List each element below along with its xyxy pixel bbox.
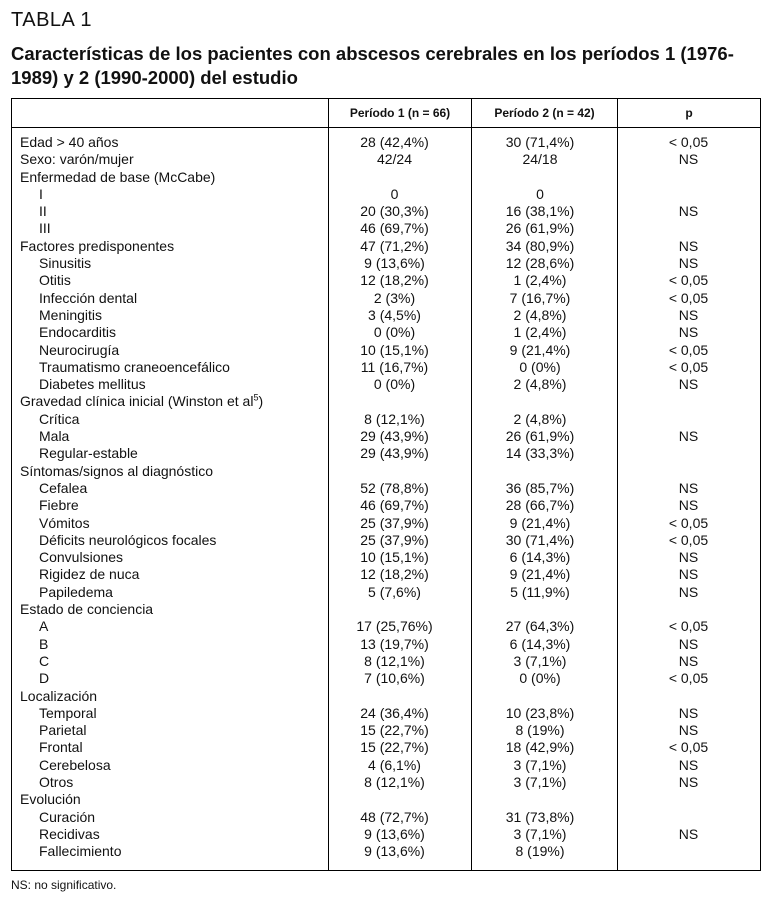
row-label: Vómitos [39,514,90,531]
table-row [12,445,760,462]
row-label: Papiledema [39,583,113,600]
row-label: II [39,203,47,220]
cell-p-value: NS [678,722,699,739]
table-row [12,584,760,601]
row-label: Regular-estable [39,445,138,462]
cell-period-1: 46 (69,7%) [360,220,429,237]
cell-p-value: NS [678,324,699,341]
table-row [12,653,760,670]
cell-p-value: < 0,05 [668,134,709,150]
row-label: Endocarditis [39,324,117,341]
cell-period-1: 11 (16,7%) [360,358,429,375]
table-row [12,739,760,756]
cell-period-1: 12 (18,2%) [360,566,429,583]
cell-period-2: 26 (61,9%) [505,428,575,445]
table-row [12,515,760,532]
table-row [12,411,760,428]
cell-p-value: NS [678,151,699,168]
row-label: Fallecimiento [39,843,122,860]
row-label: Cefalea [39,479,88,496]
cell-p-value: NS [678,652,699,669]
table-row [12,428,760,445]
cell-period-1: 0 (0%) [373,376,416,393]
row-label: Crítica [39,410,80,427]
cell-period-2: 14 (33,3%) [505,445,575,462]
cell-period-2: 7 (16,7%) [509,289,571,306]
cell-period-1: 8 (12,1%) [364,410,425,427]
cell-period-2: 0 (0%) [519,358,561,375]
cell-period-1: 24 (36,4%) [360,704,429,721]
table-row [12,688,760,705]
cell-p-value: NS [678,756,699,773]
row-label: Infección dental [39,289,138,306]
cell-period-2: 30 (71,4%) [505,134,575,150]
row-label: Sinusitis [39,255,92,272]
table-row [12,480,760,497]
cell-period-2: 34 (80,9%) [505,237,575,254]
cell-period-1: 48 (72,7%) [360,808,429,825]
table-row [12,549,760,566]
table-row [12,290,760,307]
cell-p-value: NS [678,255,699,272]
table-row [12,618,760,635]
cell-p-value: < 0,05 [668,341,709,358]
table-row [12,255,760,272]
table-row [12,636,760,653]
row-label: Recidivas [39,825,100,842]
cell-period-1: 29 (43,9%) [360,428,429,445]
row-label: I [39,185,43,202]
cell-period-2: 2 (4,8%) [513,306,567,323]
table-row [12,186,760,203]
table-row [12,169,760,186]
row-label: Mala [39,428,70,445]
table-row [12,307,760,324]
table-row [12,393,760,410]
cell-p-value: NS [678,479,699,496]
cell-p-value: < 0,05 [668,670,709,687]
table-row [12,134,760,151]
cell-period-2: 26 (61,9%) [505,220,575,237]
cell-period-1: 9 (13,6%) [364,255,425,272]
cell-period-1: 12 (18,2%) [360,272,429,289]
cell-period-2: 1 (2,4%) [513,324,567,341]
cell-period-1: 13 (19,7%) [360,635,429,652]
row-label: Déficits neurológicos focales [39,531,217,548]
cell-period-2: 8 (19%) [515,843,565,860]
row-label: Localización [20,687,98,704]
cell-p-value: NS [678,566,699,583]
cell-period-2: 3 (7,1%) [513,825,567,842]
table-row [12,601,760,618]
row-label: D [39,670,50,687]
cell-p-value: NS [678,376,699,393]
cell-period-2: 5 (11,9%) [510,583,570,600]
table-row [12,376,760,393]
cell-period-1: 8 (12,1%) [364,773,425,790]
cell-period-2: 6 (14,3%) [509,549,571,566]
cell-period-1: 25 (37,9%) [360,514,429,531]
row-label: Rigidez de nuca [39,566,140,583]
cell-p-value: < 0,05 [668,618,709,635]
cell-period-1: 10 (15,1%) [360,549,429,566]
cell-period-2: 0 [536,185,544,202]
cell-period-2: 12 (28,6%) [505,255,575,272]
cell-period-1: 0 (0%) [373,324,416,341]
table-row [12,670,760,687]
cell-p-value: < 0,05 [668,739,709,756]
row-label: Convulsiones [39,549,124,566]
cell-p-value: NS [678,203,699,220]
table-row [12,342,760,359]
row-label: Factores predisponentes [20,237,175,254]
cell-period-2: 28 (66,7%) [505,497,575,514]
row-label: Cerebelosa [39,756,111,773]
cell-period-2: 27 (64,3%) [505,618,575,635]
cell-period-1: 17 (25,76%) [356,618,433,635]
cell-p-value: NS [678,825,699,842]
row-label: Neurocirugía [39,341,120,358]
cell-period-1: 15 (22,7%) [360,722,429,739]
cell-period-2: 8 (19%) [515,722,565,739]
footnote: NS: no significativo. [11,878,117,892]
row-label: Evolución [20,791,81,808]
cell-period-1: 5 (7,6%) [368,583,421,600]
cell-p-value: NS [678,773,699,790]
table-label: TABLA 1 [11,9,92,31]
table-row [12,220,760,237]
cell-period-2: 3 (7,1%) [513,652,567,669]
table-row [12,705,760,722]
row-label: Edad > 40 años [20,134,119,150]
table-row [12,203,760,220]
cell-p-value: NS [678,635,699,652]
cell-period-1: 15 (22,7%) [360,739,429,756]
cell-period-2: 6 (14,3%) [509,635,571,652]
cell-period-1: 29 (43,9%) [360,445,429,462]
row-label: C [39,652,50,669]
row-label: Curación [39,808,96,825]
cell-period-1: 52 (78,8%) [360,479,429,496]
table-row [12,809,760,826]
cell-period-2: 36 (85,7%) [505,479,575,496]
row-label: Gravedad clínica inicial (Winston et $al^5$) [20,392,264,410]
table-header [12,99,760,128]
table-row [12,532,760,549]
table-title: Características de los pacientes con abscesos cerebrales en los períodos 1 (1976-1989) y 2 (1990-2000) del estudio [11,43,734,88]
header-period-1: Período 1 (n = 66) [349,106,451,120]
row-label: Parietal [39,722,87,739]
cell-period-2: 3 (7,1%) [513,773,567,790]
row-label: Síntomas/signos al diagnóstico [20,462,213,479]
table-row [12,272,760,289]
cell-p-value: < 0,05 [668,531,709,548]
row-label: Diabetes mellitus [39,376,146,393]
cell-period-2: 2 (4,8%) [513,376,567,393]
cell-period-2: 30 (71,4%) [505,531,575,548]
cell-period-1: 7 (10,6%) [364,670,425,687]
row-label: Enfermedad de base (McCabe) [20,168,216,185]
cell-period-1: 9 (13,6%) [364,843,425,860]
cell-period-1: 28 (42,4%) [360,134,429,150]
cell-period-2: 0 (0%) [519,670,561,687]
cell-period-1: 3 (4,5%) [368,306,421,323]
cell-period-1: 8 (12,1%) [364,652,425,669]
cell-period-1: 4 (6,1%) [368,756,421,773]
table-row [12,324,760,341]
cell-p-value: NS [678,306,699,323]
row-label: A [39,618,49,635]
cell-p-value: < 0,05 [668,272,709,289]
table-row [12,359,760,376]
table-row [12,774,760,791]
cell-period-2: 2 (4,8%) [513,410,567,427]
cell-p-value: NS [678,549,699,566]
row-label: Sexo: varón/mujer [20,151,134,168]
cell-period-1: 2 (3%) [373,289,416,306]
cell-period-2: 9 (21,4%) [509,514,571,531]
cell-period-1: 42/24 [376,151,413,168]
row-label: Temporal [39,704,97,721]
cell-p-value: < 0,05 [668,358,709,375]
cell-period-1: 47 (71,2%) [360,237,429,254]
cell-period-2: 10 (23,8%) [505,704,575,721]
cell-period-2: 9 (21,4%) [509,341,571,358]
row-label: Traumatismo craneoencefálico [39,358,230,375]
row-label: B [39,635,49,652]
table-row [12,826,760,843]
cell-period-2: 9 (21,4%) [509,566,571,583]
table-row [12,566,760,583]
cell-p-value: NS [678,497,699,514]
cell-p-value: NS [678,428,699,445]
table-body [12,134,760,860]
header-period-2: Período 2 (n = 42) [494,106,595,120]
cell-period-1: 10 (15,1%) [360,341,429,358]
cell-period-1: 20 (30,3%) [360,203,429,220]
reference-superscript: 5 [253,392,259,403]
cell-period-1: 0 [390,185,399,202]
cell-period-1: 46 (69,7%) [360,497,429,514]
row-label: Fiebre [39,497,79,514]
data-table [11,98,761,871]
cell-p-value: NS [678,704,699,721]
table-row [12,151,760,168]
header-p-value: p [685,106,693,120]
cell-p-value: NS [678,583,699,600]
cell-period-2: 3 (7,1%) [513,756,567,773]
table-row [12,238,760,255]
cell-period-2: 31 (73,8%) [505,808,575,825]
row-label: Meningitis [39,306,103,323]
cell-p-value: < 0,05 [668,289,709,306]
cell-period-2: 24/18 [522,151,558,168]
table-row [12,843,760,860]
cell-p-value: < 0,05 [668,514,709,531]
row-label: Otitis [39,272,71,289]
cell-period-1: 25 (37,9%) [360,531,429,548]
cell-p-value: NS [678,237,699,254]
row-label: Frontal [39,739,83,756]
table-row [12,722,760,739]
table-row [12,497,760,514]
cell-period-2: 16 (38,1%) [505,203,575,220]
cell-period-1: 9 (13,6%) [364,825,425,842]
row-label: Estado de conciencia [20,601,154,618]
cell-period-2: 1 (2,4%) [513,272,567,289]
row-label: III [39,220,51,237]
row-label: Otros [39,773,74,790]
cell-period-2: 18 (42,9%) [505,739,575,756]
table-row [12,791,760,808]
table-row [12,463,760,480]
table-row [12,757,760,774]
